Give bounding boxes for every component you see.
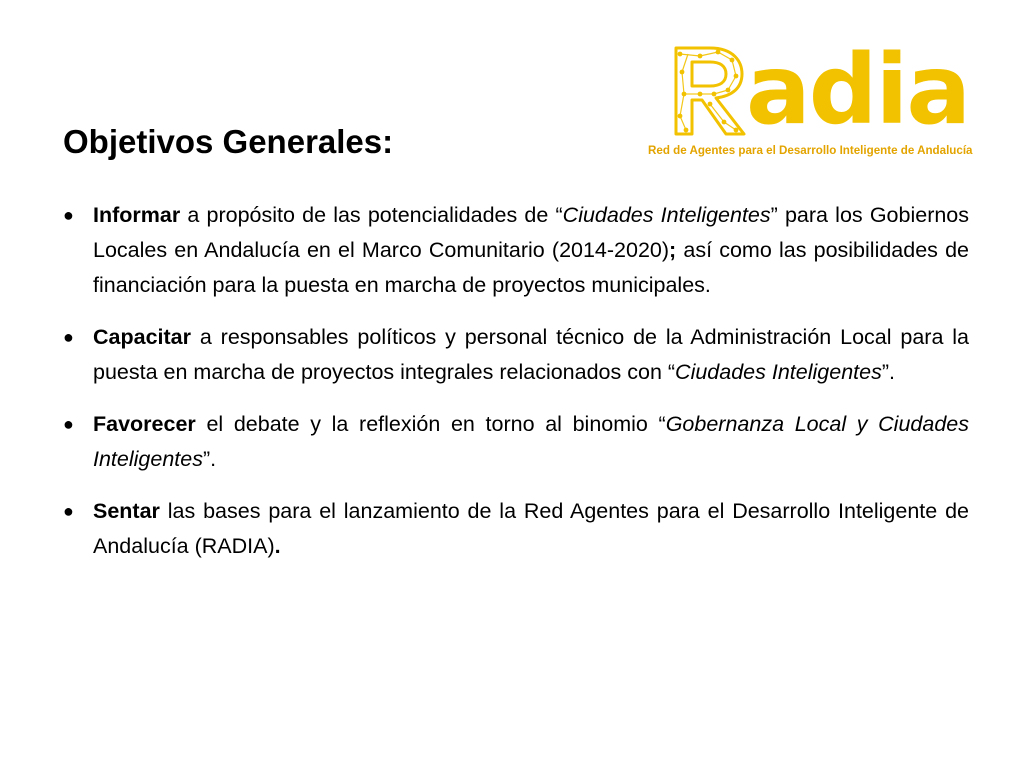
objective-text: a propósito de las potencialidades de “ xyxy=(180,203,563,227)
objective-bold-punct: . xyxy=(274,534,281,558)
objective-item xyxy=(63,198,969,303)
objective-text: las bases para el lanzamiento de la Red Agentes para el Desarrollo Inteligente de Andalucía (RADIA) xyxy=(93,499,969,558)
objective-keyword: Capacitar xyxy=(93,325,191,349)
objective-keyword: Informar xyxy=(93,203,181,227)
radia-r-network-icon xyxy=(670,42,750,138)
objective-text: ”. xyxy=(202,447,217,471)
objective-text: a responsables políticos y personal técnico de la Administración Local para la puesta en marcha de proyectos integrales relacionados con “ xyxy=(93,325,969,384)
objective-keyword: Favorecer xyxy=(93,412,196,436)
objective-text: el debate y la reflexión en torno al binomio “ xyxy=(195,412,666,436)
objective-italic-text: Ciudades Inteligentes xyxy=(562,203,771,227)
objective-item xyxy=(63,320,969,390)
bullet-icon: ● xyxy=(63,414,74,434)
radia-logo xyxy=(648,34,978,164)
objective-text: así como las posibilidades de financiación para la puesta en marcha de proyectos municipales. xyxy=(93,238,970,297)
logo-tagline: Red de Agentes para el Desarrollo Inteligente de Andalucía xyxy=(648,144,973,157)
logo-wordmark: adia xyxy=(746,34,970,146)
objectives-list xyxy=(63,198,969,581)
objective-item xyxy=(63,407,969,477)
objective-text: ” para los Gobiernos Locales en Andalucía en el Marco Comunitario (2014-2020) xyxy=(93,203,970,262)
objective-keyword: Sentar xyxy=(93,499,160,523)
objective-italic-text: Ciudades Inteligentes xyxy=(675,360,882,384)
objective-item xyxy=(63,494,969,564)
slide-title: Objetivos Generales: xyxy=(63,123,394,160)
objective-text: ”. xyxy=(881,360,895,384)
bullet-icon: ● xyxy=(63,327,74,347)
objective-bold-punct: ; xyxy=(669,238,677,262)
objective-italic-text: Gobernanza Local y Ciudades Inteligentes xyxy=(93,412,969,471)
bullet-icon: ● xyxy=(63,205,74,225)
bullet-icon: ● xyxy=(63,501,74,521)
